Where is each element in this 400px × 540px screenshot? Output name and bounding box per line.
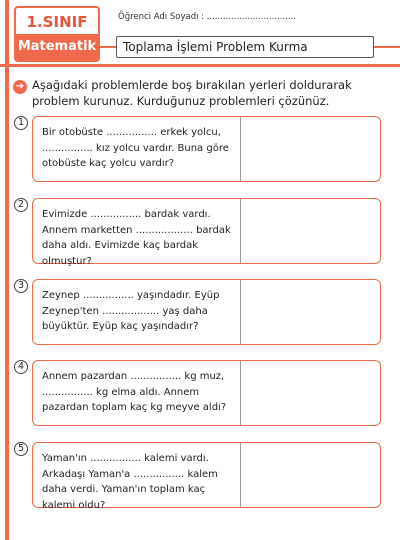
grade-label: 1.SINIF [26,13,88,31]
problem-text-5: Yaman'ın ................ kalemi vardı. Arkadaşı Yaman'a ................ kalem daha verdi. Yaman'ın toplam kaç kalemi oldu? [42,453,218,511]
problem-divider-2 [240,199,241,263]
problem-card-3 [32,279,381,345]
header-divider-left [100,46,116,48]
problem-number-3: 3 [14,279,28,293]
problem-number-1: 1 [14,116,28,130]
problem-text-3: Zeynep ................ yaşındadır. Eyüp Zeynep'ten .................. yaş daha büyüktür. Eyüp kaç yaşındadır? [42,290,220,332]
problem-divider-5 [240,443,241,507]
arrow-right-icon: ➔ [13,80,27,94]
problem-divider-4 [240,361,241,425]
problem-number-5: 5 [14,442,28,456]
student-name-field[interactable]: Öğrenci Adı Soyadı : ................................. [118,12,296,22]
problem-text-1: Bir otobüste ................ erkek yolcu, ................ kız yolcu vardır. Buna göre otobüste kaç yolcu vardır? [42,127,229,169]
instructions-text: Aşağıdaki problemlerde boş bırakılan yerleri doldurarak problem kurunuz. Kurduğunuz problemleri çözünüz. [32,78,352,108]
problem-card-1 [32,116,381,182]
problem-number-2: 2 [14,198,28,212]
problem-divider-3 [240,280,241,344]
problem-text-4: Annem pazardan ................ kg muz, ................ kg elma aldı. Annem pazardan toplam kaç kg meyve aldı? [42,371,227,413]
grade-badge [14,6,100,62]
problem-divider-1 [240,117,241,181]
problem-card-2 [32,198,381,267]
subject-label: Matematik [16,34,98,60]
problem-number-4: 4 [14,360,28,374]
problem-card-5 [32,442,381,511]
problem-text-2: Evimizde ................ bardak vardı. Annem marketten .................. bardak daha aldı. Evimizde kaç bardak olmuştur? [42,209,231,267]
problem-card-4 [32,360,381,426]
header-divider-bottom [0,64,400,67]
header-divider-right [374,46,400,48]
left-accent-bar [5,0,9,540]
worksheet-title: Toplama İşlemi Problem Kurma [116,36,374,58]
